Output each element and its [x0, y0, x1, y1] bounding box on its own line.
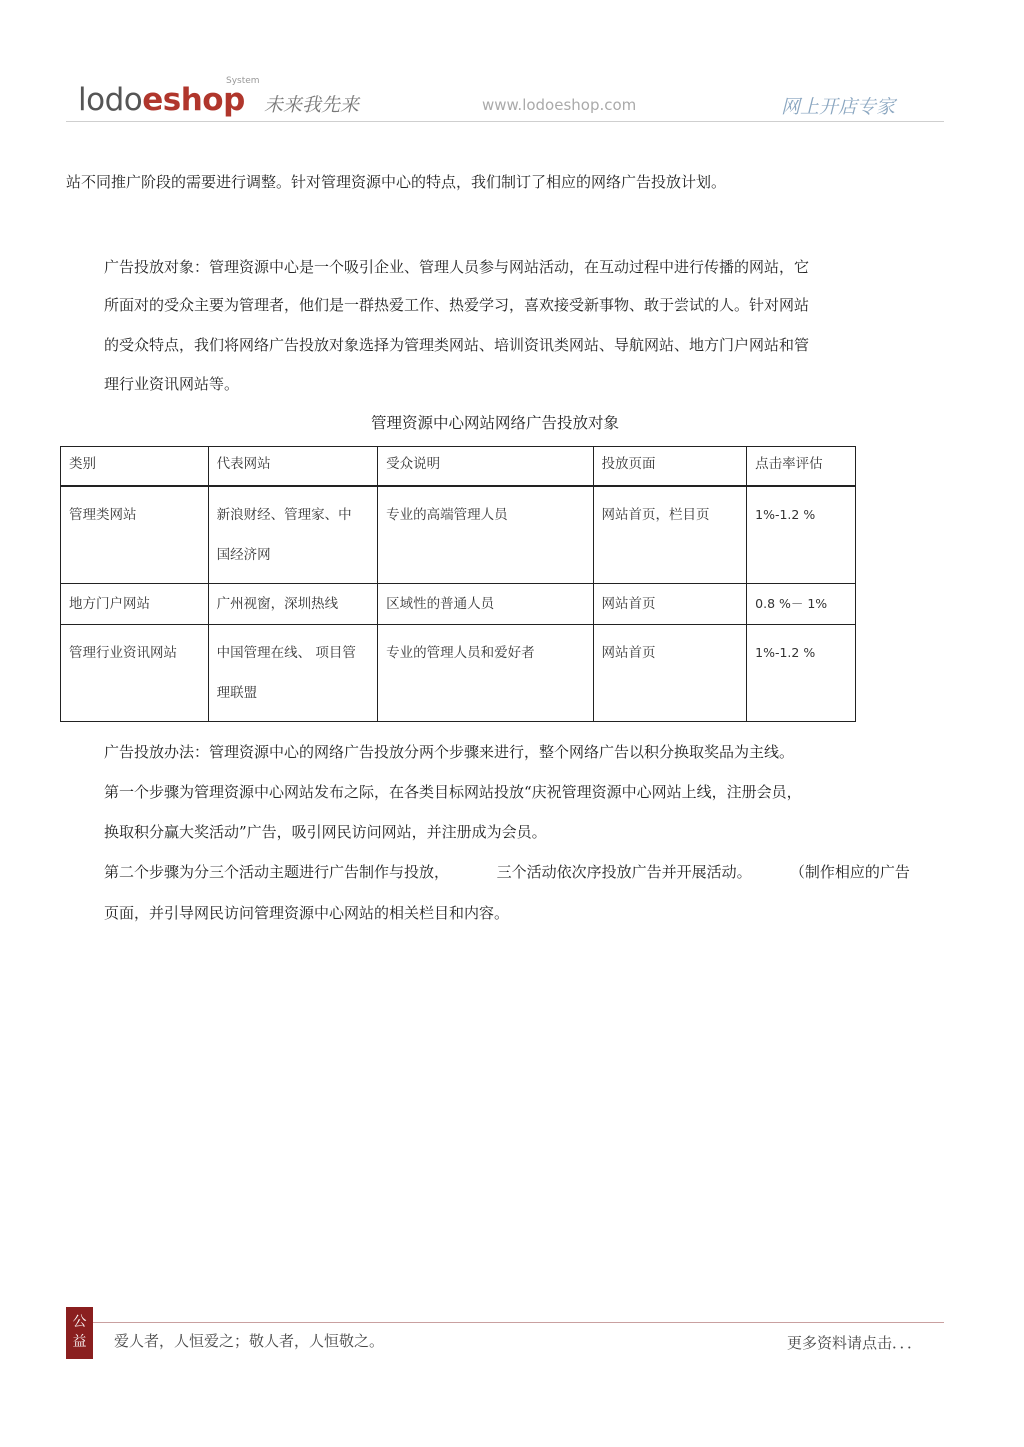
ad-targets-table [60, 446, 856, 722]
cell-ctr: 1%-1.2 % [747, 625, 856, 722]
cell-sites [208, 486, 378, 584]
cell-category: 管理行业资讯网站 [61, 625, 209, 722]
header-tagline: 网上开店专家 [781, 96, 896, 118]
badge-char: 益 [72, 1334, 87, 1350]
logo-text-eshop: eshop [142, 82, 245, 118]
target-paragraph-line-1: 广告投放对象：管理资源中心是一个吸引企业、管理人员参与网站活动，在互动过程中进行传播的网站，它 [104, 258, 810, 276]
footer-motto: 爱人者，人恒爱之；敬人者，人恒敬之。 [114, 1332, 385, 1350]
target-paragraph-line-2: 所面对的受众主要为管理者，他们是一群热爱工作、热爱学习，喜欢接受新事物、敢于尝试的人。针对网站 [104, 296, 810, 314]
cell-audience: 区域性的普通人员 [378, 584, 593, 625]
public-welfare-badge [66, 1307, 93, 1359]
more-materials-link[interactable]: 更多资料请点击．．． [787, 1334, 923, 1352]
logo-text-lodo: lodo [78, 82, 143, 118]
cell-page: 网站首页，栏目页 [593, 486, 747, 584]
cell-page: 网站首页 [593, 625, 747, 722]
cell-sites-line: 理联盟 [216, 685, 258, 701]
header-category: 类别 [61, 447, 209, 487]
target-paragraph-line-3: 的受众特点，我们将网络广告投放对象选择为管理类网站、培训资讯类网站、导航网站、地方门户网站和管 [104, 336, 810, 354]
cell-ctr: 0.8 %－ 1% [747, 584, 856, 625]
table-row [61, 584, 856, 625]
cell-category: 管理类网站 [61, 486, 209, 584]
table-header-row [61, 447, 856, 487]
cell-sites-line: 中国管理在线、 项目管 [216, 645, 356, 661]
method-paragraph-line-3: 换取积分赢大奖活动”广告，吸引网民访问网站，并注册成为会员。 [104, 823, 547, 841]
header-ctr: 点击率评估 [747, 447, 856, 487]
badge-char: 公 [72, 1314, 87, 1330]
cell-audience: 专业的管理人员和爱好者 [378, 625, 593, 722]
method-paragraph-line-5: 页面，并引导网民访问管理资源中心网站的相关栏目和内容。 [104, 904, 510, 922]
header-page: 投放页面 [593, 447, 747, 487]
method-paragraph-line-2: 第一个步骤为管理资源中心网站发布之际，在各类目标网站投放“庆祝管理资源中心网站上线，注册会员， [104, 783, 802, 801]
logo-system-label: System [226, 76, 260, 86]
header-site-url[interactable]: www.lodoeshop.com [482, 96, 637, 114]
cell-sites [208, 625, 378, 722]
table-caption: 管理资源中心网站网络广告投放对象 [370, 414, 619, 432]
header-sites: 代表网站 [208, 447, 378, 487]
cell-page: 网站首页 [593, 584, 747, 625]
cell-category: 地方门户网站 [61, 584, 209, 625]
header-divider [66, 121, 944, 122]
table-row [61, 486, 856, 584]
method-paragraph-line-4: 第二个步骤为分三个活动主题进行广告制作与投放， 三个活动依次序投放广告并开展活动。 （制作相应的广告 [104, 863, 910, 881]
method-paragraph-line-1: 广告投放办法：管理资源中心的网络广告投放分两个步骤来进行，整个网络广告以积分换取奖品为主线。 [104, 743, 795, 761]
page-header [66, 78, 944, 124]
lodoeshop-logo[interactable] [78, 82, 245, 118]
cell-sites-line: 广州视窗，深圳热线 [216, 596, 339, 612]
table-row [61, 625, 856, 722]
intro-paragraph: 站不同推广阶段的需要进行调整。针对管理资源中心的特点，我们制订了相应的网络广告投放计划。 [66, 173, 727, 191]
cell-audience: 专业的高端管理人员 [378, 486, 593, 584]
header-audience: 受众说明 [378, 447, 593, 487]
cell-sites-line: 新浪财经、管理家、中 [216, 507, 352, 523]
cell-sites-line: 国经济网 [216, 547, 271, 563]
cell-sites [208, 584, 378, 625]
target-paragraph-line-4: 理行业资讯网站等。 [104, 375, 240, 393]
header-slogan: 未来我先来 [264, 94, 360, 116]
footer-divider [66, 1322, 944, 1323]
cell-ctr: 1%-1.2 % [747, 486, 856, 584]
